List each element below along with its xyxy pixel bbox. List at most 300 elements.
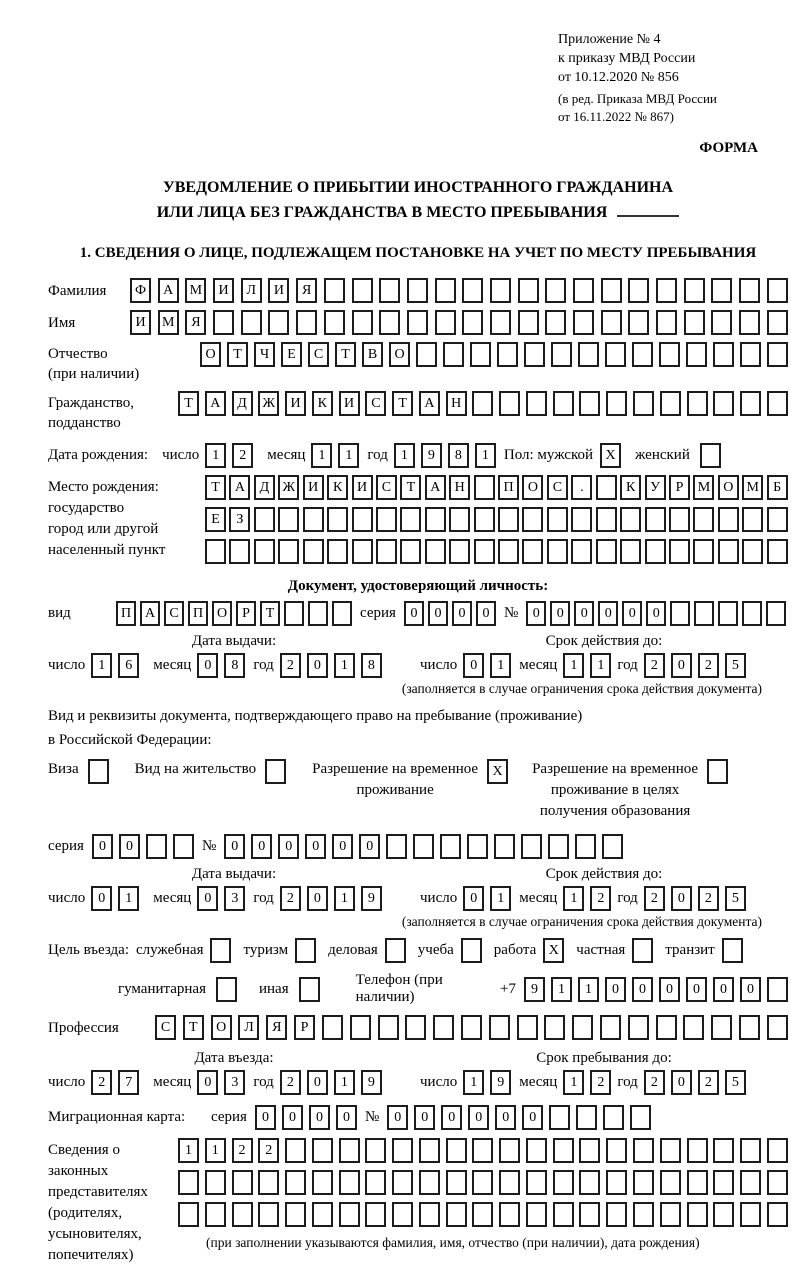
char-cell[interactable] [332,601,352,626]
char-cell[interactable]: 0 [309,1105,330,1130]
char-cell[interactable] [645,539,666,564]
char-cell[interactable] [632,938,653,963]
char-cell[interactable]: Т [227,342,248,367]
char-cell[interactable] [443,342,464,367]
char-cell[interactable]: 1 [205,1138,226,1163]
char-cell[interactable]: X [487,759,508,784]
char-cell[interactable] [739,310,760,335]
char-cell[interactable] [572,1015,593,1040]
char-cell[interactable]: 1 [475,443,496,468]
char-cell[interactable]: Ф [130,278,151,303]
char-cell[interactable] [526,1170,547,1195]
char-cell[interactable]: 0 [307,1070,328,1095]
char-cell[interactable] [385,938,406,963]
char-cell[interactable]: 1 [338,443,359,468]
char-cell[interactable]: Н [446,391,467,416]
char-cell[interactable]: Т [205,475,226,500]
char-cell[interactable] [767,1202,788,1227]
char-cell[interactable] [575,834,596,859]
char-cell[interactable]: Л [238,1015,259,1040]
char-cell[interactable] [767,977,788,1002]
char-cell[interactable]: 2 [280,1070,301,1095]
char-cell[interactable] [660,1138,681,1163]
char-cell[interactable]: 0 [282,1105,303,1130]
purpose-tourism-checkbox[interactable] [295,938,316,963]
char-cell[interactable] [407,278,428,303]
char-cell[interactable]: 1 [178,1138,199,1163]
char-cell[interactable] [630,1105,651,1130]
char-cell[interactable]: 1 [118,886,139,911]
char-cell[interactable] [718,507,739,532]
char-cell[interactable]: 3 [224,1070,245,1095]
char-cell[interactable]: И [285,391,306,416]
char-cell[interactable]: 0 [441,1105,462,1130]
char-cell[interactable]: 1 [578,977,599,1002]
char-cell[interactable]: С [376,475,397,500]
char-cell[interactable] [579,1170,600,1195]
char-cell[interactable]: 1 [334,1070,355,1095]
char-cell[interactable] [350,1015,371,1040]
char-cell[interactable]: 2 [232,1138,253,1163]
char-cell[interactable]: 6 [118,653,139,678]
char-cell[interactable] [742,507,763,532]
char-cell[interactable] [258,1170,279,1195]
char-cell[interactable] [352,507,373,532]
char-cell[interactable]: Ж [278,475,299,500]
char-cell[interactable] [400,507,421,532]
char-cell[interactable] [435,278,456,303]
char-cell[interactable]: 0 [605,977,626,1002]
char-cell[interactable] [633,1202,654,1227]
char-cell[interactable]: О [718,475,739,500]
char-cell[interactable]: 0 [359,834,380,859]
char-cell[interactable] [498,539,519,564]
char-cell[interactable] [687,391,708,416]
char-cell[interactable] [742,539,763,564]
char-cell[interactable] [312,1202,333,1227]
char-cell[interactable] [416,342,437,367]
char-cell[interactable] [407,310,428,335]
char-cell[interactable] [499,1202,520,1227]
char-cell[interactable] [499,1138,520,1163]
char-cell[interactable] [425,507,446,532]
char-cell[interactable]: 2 [280,886,301,911]
char-cell[interactable] [285,1202,306,1227]
char-cell[interactable] [425,539,446,564]
char-cell[interactable]: Р [669,475,690,500]
char-cell[interactable]: С [155,1015,176,1040]
char-cell[interactable] [713,1202,734,1227]
char-cell[interactable]: 0 [336,1105,357,1130]
char-cell[interactable] [551,342,572,367]
char-cell[interactable]: М [693,475,714,500]
char-cell[interactable] [265,759,286,784]
char-cell[interactable]: Д [232,391,253,416]
char-cell[interactable] [628,1015,649,1040]
char-cell[interactable] [146,834,167,859]
char-cell[interactable]: 0 [632,977,653,1002]
char-cell[interactable]: 0 [414,1105,435,1130]
char-cell[interactable] [547,539,568,564]
option-temporary-residence[interactable]: Разрешение на временное проживание X [312,759,508,801]
char-cell[interactable] [419,1202,440,1227]
char-cell[interactable] [740,1202,761,1227]
char-cell[interactable] [660,1202,681,1227]
char-cell[interactable] [740,391,761,416]
char-cell[interactable] [400,539,421,564]
char-cell[interactable]: 0 [307,886,328,911]
char-cell[interactable] [660,1170,681,1195]
char-cell[interactable] [553,391,574,416]
char-cell[interactable]: П [498,475,519,500]
option-residence-permit[interactable]: Вид на жительство [135,759,286,784]
char-cell[interactable]: 0 [522,1105,543,1130]
option-visa[interactable]: Виза [48,759,109,784]
char-cell[interactable] [472,391,493,416]
char-cell[interactable]: М [158,310,179,335]
char-cell[interactable]: 0 [119,834,140,859]
char-cell[interactable]: 0 [686,977,707,1002]
male-checkbox[interactable] [600,443,621,468]
char-cell[interactable] [573,278,594,303]
char-cell[interactable] [278,507,299,532]
char-cell[interactable]: 2 [590,1070,611,1095]
char-cell[interactable]: И [268,278,289,303]
char-cell[interactable] [578,342,599,367]
char-cell[interactable]: 2 [698,886,719,911]
char-cell[interactable] [285,1138,306,1163]
char-cell[interactable]: А [425,475,446,500]
char-cell[interactable] [620,507,641,532]
char-cell[interactable]: 0 [598,601,618,626]
char-cell[interactable]: К [327,475,348,500]
char-cell[interactable]: Б [767,475,788,500]
char-cell[interactable]: 0 [278,834,299,859]
char-cell[interactable] [178,1202,199,1227]
char-cell[interactable] [284,601,304,626]
char-cell[interactable] [379,310,400,335]
char-cell[interactable]: 0 [671,653,692,678]
char-cell[interactable] [669,507,690,532]
char-cell[interactable] [767,1015,788,1040]
char-cell[interactable] [435,310,456,335]
char-cell[interactable] [278,539,299,564]
char-cell[interactable]: 2 [280,653,301,678]
char-cell[interactable]: 1 [394,443,415,468]
char-cell[interactable] [376,507,397,532]
char-cell[interactable] [499,1170,520,1195]
purpose-other-checkbox[interactable] [299,977,320,1002]
char-cell[interactable] [713,342,734,367]
char-cell[interactable] [606,391,627,416]
char-cell[interactable]: С [308,342,329,367]
char-cell[interactable] [254,539,275,564]
char-cell[interactable] [446,1170,467,1195]
char-cell[interactable] [632,342,653,367]
char-cell[interactable] [405,1015,426,1040]
char-cell[interactable]: П [116,601,136,626]
char-cell[interactable] [440,834,461,859]
char-cell[interactable]: К [312,391,333,416]
char-cell[interactable] [327,507,348,532]
char-cell[interactable] [687,1202,708,1227]
char-cell[interactable] [740,1138,761,1163]
char-cell[interactable] [711,1015,732,1040]
char-cell[interactable] [376,539,397,564]
char-cell[interactable] [494,834,515,859]
char-cell[interactable]: 0 [452,601,472,626]
purpose-transit-checkbox[interactable] [722,938,743,963]
char-cell[interactable] [544,1015,565,1040]
char-cell[interactable] [472,1202,493,1227]
char-cell[interactable]: 0 [463,653,484,678]
char-cell[interactable]: 0 [622,601,642,626]
char-cell[interactable]: 0 [646,601,666,626]
char-cell[interactable]: X [543,938,564,963]
char-cell[interactable] [324,310,345,335]
char-cell[interactable]: Л [241,278,262,303]
char-cell[interactable]: 0 [307,653,328,678]
char-cell[interactable]: А [205,391,226,416]
char-cell[interactable] [296,310,317,335]
char-cell[interactable] [232,1202,253,1227]
char-cell[interactable]: 2 [698,653,719,678]
char-cell[interactable]: 1 [490,653,511,678]
char-cell[interactable]: 0 [671,886,692,911]
purpose-business-checkbox[interactable] [385,938,406,963]
char-cell[interactable]: 0 [255,1105,276,1130]
char-cell[interactable] [576,1105,597,1130]
char-cell[interactable] [339,1170,360,1195]
char-cell[interactable]: 0 [574,601,594,626]
char-cell[interactable]: Т [392,391,413,416]
char-cell[interactable] [596,507,617,532]
char-cell[interactable] [656,1015,677,1040]
char-cell[interactable]: Р [294,1015,315,1040]
char-cell[interactable] [579,1138,600,1163]
char-cell[interactable] [742,601,762,626]
char-cell[interactable]: И [352,475,373,500]
char-cell[interactable] [767,342,788,367]
char-cell[interactable]: 0 [387,1105,408,1130]
char-cell[interactable]: 0 [713,977,734,1002]
char-cell[interactable] [694,601,714,626]
char-cell[interactable] [339,1202,360,1227]
char-cell[interactable] [526,391,547,416]
char-cell[interactable] [521,834,542,859]
char-cell[interactable] [449,539,470,564]
char-cell[interactable] [526,1138,547,1163]
char-cell[interactable]: 3 [224,886,245,911]
char-cell[interactable] [413,834,434,859]
char-cell[interactable] [767,1138,788,1163]
char-cell[interactable] [547,507,568,532]
char-cell[interactable] [205,1170,226,1195]
char-cell[interactable] [232,1170,253,1195]
char-cell[interactable] [687,1170,708,1195]
char-cell[interactable] [687,1138,708,1163]
char-cell[interactable] [633,1138,654,1163]
char-cell[interactable] [518,310,539,335]
char-cell[interactable]: X [600,443,621,468]
char-cell[interactable] [490,278,511,303]
char-cell[interactable] [601,278,622,303]
char-cell[interactable] [433,1015,454,1040]
char-cell[interactable] [258,1202,279,1227]
char-cell[interactable]: 8 [448,443,469,468]
char-cell[interactable] [178,1170,199,1195]
char-cell[interactable] [461,1015,482,1040]
char-cell[interactable] [545,278,566,303]
char-cell[interactable] [392,1138,413,1163]
char-cell[interactable]: 0 [197,886,218,911]
char-cell[interactable]: 1 [205,443,226,468]
char-cell[interactable]: 2 [644,1070,665,1095]
char-cell[interactable] [767,310,788,335]
purpose-humanitarian-checkbox[interactable] [216,977,237,1002]
char-cell[interactable]: 0 [305,834,326,859]
char-cell[interactable] [526,1202,547,1227]
female-checkbox[interactable] [700,443,721,468]
char-cell[interactable] [327,539,348,564]
char-cell[interactable] [602,834,623,859]
char-cell[interactable]: 0 [428,601,448,626]
char-cell[interactable]: Р [236,601,256,626]
char-cell[interactable] [268,310,289,335]
char-cell[interactable] [522,507,543,532]
char-cell[interactable]: 9 [421,443,442,468]
char-cell[interactable]: 0 [526,601,546,626]
char-cell[interactable] [579,391,600,416]
char-cell[interactable] [216,977,237,1002]
char-cell[interactable]: И [339,391,360,416]
char-cell[interactable] [489,1015,510,1040]
char-cell[interactable]: И [130,310,151,335]
char-cell[interactable]: 1 [563,1070,584,1095]
char-cell[interactable]: И [213,278,234,303]
char-cell[interactable] [497,342,518,367]
char-cell[interactable] [633,391,654,416]
char-cell[interactable] [303,507,324,532]
char-cell[interactable]: Я [185,310,206,335]
char-cell[interactable] [545,310,566,335]
char-cell[interactable]: В [362,342,383,367]
char-cell[interactable] [605,342,626,367]
char-cell[interactable]: 1 [463,1070,484,1095]
char-cell[interactable]: 8 [224,653,245,678]
char-cell[interactable] [656,278,677,303]
char-cell[interactable] [213,310,234,335]
char-cell[interactable] [474,475,495,500]
char-cell[interactable] [295,938,316,963]
char-cell[interactable] [656,310,677,335]
char-cell[interactable]: 2 [590,886,611,911]
char-cell[interactable]: А [419,391,440,416]
char-cell[interactable]: У [645,475,666,500]
char-cell[interactable] [596,475,617,500]
char-cell[interactable]: 5 [725,653,746,678]
char-cell[interactable] [312,1138,333,1163]
char-cell[interactable] [378,1015,399,1040]
char-cell[interactable] [693,507,714,532]
char-cell[interactable]: Т [335,342,356,367]
char-cell[interactable] [766,601,786,626]
char-cell[interactable] [205,1202,226,1227]
char-cell[interactable] [670,601,690,626]
char-cell[interactable]: 9 [361,1070,382,1095]
char-cell[interactable] [711,278,732,303]
char-cell[interactable] [474,507,495,532]
char-cell[interactable] [173,834,194,859]
char-cell[interactable] [645,507,666,532]
char-cell[interactable] [386,834,407,859]
char-cell[interactable]: 2 [698,1070,719,1095]
char-cell[interactable] [713,391,734,416]
char-cell[interactable] [659,342,680,367]
char-cell[interactable]: А [229,475,250,500]
char-cell[interactable]: Т [400,475,421,500]
char-cell[interactable]: Т [260,601,280,626]
char-cell[interactable]: 1 [334,886,355,911]
char-cell[interactable]: Я [266,1015,287,1040]
char-cell[interactable] [461,938,482,963]
char-cell[interactable] [467,834,488,859]
char-cell[interactable] [767,1170,788,1195]
char-cell[interactable]: Ч [254,342,275,367]
char-cell[interactable] [285,1170,306,1195]
char-cell[interactable]: Т [183,1015,204,1040]
char-cell[interactable]: З [229,507,250,532]
purpose-work-checkbox[interactable] [543,938,564,963]
char-cell[interactable] [669,539,690,564]
char-cell[interactable] [740,1170,761,1195]
char-cell[interactable] [241,310,262,335]
char-cell[interactable]: Е [205,507,226,532]
char-cell[interactable] [352,278,373,303]
char-cell[interactable] [553,1138,574,1163]
char-cell[interactable] [628,278,649,303]
option-temporary-residence-education[interactable]: Разрешение на временное проживание в целях получения образования [532,759,728,822]
char-cell[interactable] [606,1170,627,1195]
char-cell[interactable] [683,1015,704,1040]
char-cell[interactable] [553,1170,574,1195]
char-cell[interactable]: О [389,342,410,367]
char-cell[interactable]: 5 [725,886,746,911]
char-cell[interactable] [573,310,594,335]
residence-permit-checkbox[interactable] [265,759,286,784]
char-cell[interactable]: 0 [92,834,113,859]
char-cell[interactable] [352,539,373,564]
char-cell[interactable] [517,1015,538,1040]
char-cell[interactable]: К [620,475,641,500]
char-cell[interactable] [767,539,788,564]
char-cell[interactable] [620,539,641,564]
char-cell[interactable] [522,539,543,564]
char-cell[interactable]: С [547,475,568,500]
char-cell[interactable] [210,938,231,963]
char-cell[interactable] [711,310,732,335]
char-cell[interactable] [490,310,511,335]
char-cell[interactable] [684,310,705,335]
char-cell[interactable]: С [365,391,386,416]
char-cell[interactable] [499,391,520,416]
char-cell[interactable] [379,278,400,303]
char-cell[interactable]: Я [296,278,317,303]
char-cell[interactable]: 1 [551,977,572,1002]
char-cell[interactable] [419,1170,440,1195]
char-cell[interactable]: 0 [468,1105,489,1130]
char-cell[interactable]: 1 [91,653,112,678]
